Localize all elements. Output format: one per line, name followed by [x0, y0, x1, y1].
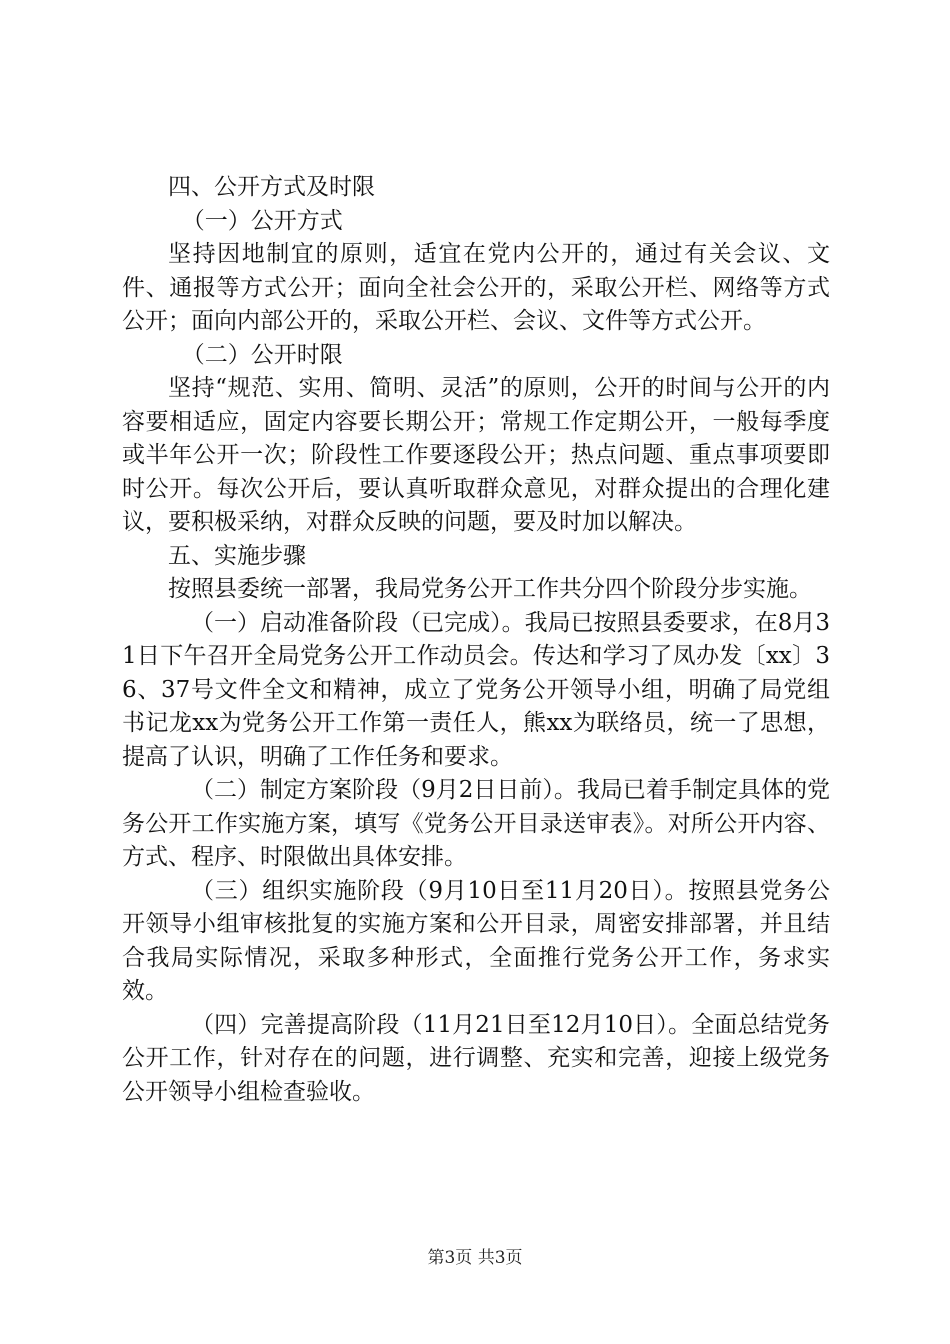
subsection-heading-method: （一）公开方式 [181, 207, 343, 234]
paragraph-step-3: （三）组织实施阶段（9月10日至11月20日）。按照县党务公开领导小组审核批复的实施方案和公开目录，周密安排部署，并且结合我局实际情况，采取多种形式，全面推行党务公开工作，务求实效。 [122, 877, 830, 1004]
document-body [122, 171, 830, 1109]
paragraph-step-2: （二）制定方案阶段（9月2日日前）。我局已着手制定具体的党务公开工作实施方案，填写《党务公开目录送审表》。对所公开内容、方式、程序、时限做出具体安排。 [122, 777, 830, 870]
paragraph-step-1: （一）启动准备阶段（已完成）。我局已按照县委要求，在8月31日下午召开全局党务公开工作动员会。传达和学习了凤办发〔xx〕36、37号文件全文和精神，成立了党务公开领导小组，明确了局党组书记龙xx为党务公开工作第一责任人，熊xx为联络员，统一了思想，提高了认识，明确了工作任务和要求。 [122, 609, 830, 770]
paragraph-time-limit: 坚持“规范、实用、简明、灵活”的原则，公开的时间与公开的内容要相适应，固定内容要长期公开；常规工作定期公开，一般每季度或半年公开一次；阶段性工作要逐段公开；热点问题、重点事项要即时公开。每次公开后，要认真听取群众意见，对群众提出的合理化建议，要积极采纳，对群众反映的问题，要及时加以解决。 [122, 375, 830, 535]
page-footer: 第3页 共3页 [427, 1248, 523, 1268]
section-heading-steps: 五、实施步骤 [168, 542, 306, 569]
paragraph-step-4: （四）完善提高阶段（11月21日至12月10日）。全面总结党务公开工作，针对存在的问题，进行调整、充实和完善，迎接上级党务公开领导小组检查验收。 [122, 1011, 830, 1105]
paragraph-method: 坚持因地制宜的原则，适宜在党内公开的，通过有关会议、文件、通报等方式公开；面向全社会公开的，采取公开栏、网络等方式公开；面向内部公开的，采取公开栏、会议、文件等方式公开。 [122, 241, 830, 334]
paragraph-steps-intro: 按照县委统一部署，我局党务公开工作共分四个阶段分步实施。 [168, 576, 812, 602]
subsection-heading-time-limit: （二）公开时限 [181, 341, 343, 368]
section-heading-disclosure-method: 四、公开方式及时限 [168, 174, 375, 200]
